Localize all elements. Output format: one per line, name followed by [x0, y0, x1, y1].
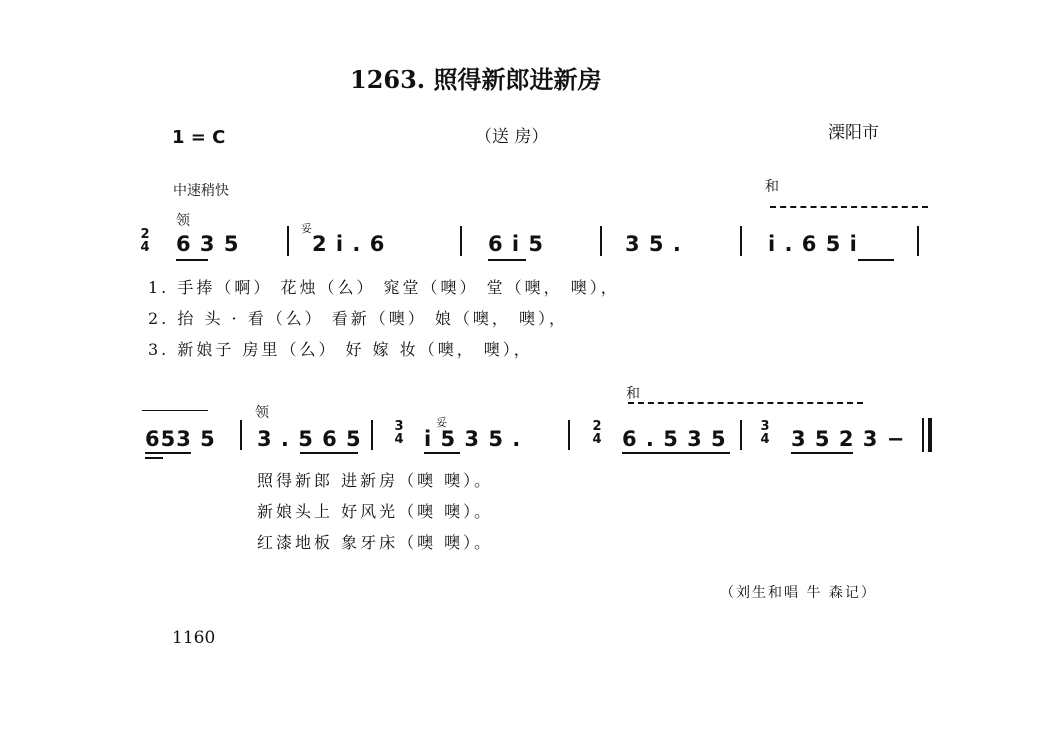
underline-beam	[176, 259, 208, 261]
underline-beam	[424, 452, 460, 454]
barline	[240, 420, 242, 450]
barline	[740, 420, 742, 450]
underline-beam	[145, 452, 191, 454]
underline-beam	[622, 452, 730, 454]
measure-5: i . 6 5 i	[768, 232, 858, 256]
lyric-line: 照得新郎 进新房（噢 噢）。	[257, 471, 494, 490]
measure-4: 3 5 .	[625, 232, 682, 256]
time-signature-3-4: 3 4	[394, 419, 404, 447]
barline	[460, 226, 462, 256]
lyric-line: 红漆地板 象牙床（噢 噢）。	[257, 533, 494, 552]
lead-mark-1: 领	[176, 213, 190, 229]
underline-beam	[791, 452, 853, 454]
underline-beam	[145, 457, 163, 459]
final-barline-thick	[928, 418, 932, 452]
chorus-mark-2: 和	[626, 386, 640, 402]
underline-beam	[858, 259, 894, 261]
measure-6: 653 5	[145, 427, 216, 451]
final-barline-thin	[922, 418, 924, 452]
lyric-line: 1. 手捧（啊） 花烛（么） 窕堂（噢） 堂（噢， 噢），	[148, 278, 620, 297]
lyric-line: 2. 抬 头 · 看（么） 看新（噢） 娘（噢， 噢），	[148, 309, 568, 328]
underline-beam	[488, 259, 526, 261]
lyric-line: 新娘头上 好风光（噢 噢）。	[257, 502, 494, 521]
measure-9: 6 . 5 3 5	[622, 427, 727, 451]
barline	[600, 226, 602, 256]
continuation-slur	[142, 410, 208, 411]
barline	[740, 226, 742, 256]
time-signature-2-4: 2 4	[140, 227, 150, 255]
barline	[568, 420, 570, 450]
chorus-mark-1: 和	[765, 179, 779, 195]
measure-1: 6 3 5	[176, 232, 240, 256]
credit-line: （刘生和唱 牛 森记）	[720, 585, 877, 601]
grace-mark: 妥	[436, 416, 447, 429]
barline	[371, 420, 373, 450]
key-signature: 1 = C	[172, 127, 226, 148]
barline	[287, 226, 289, 256]
measure-7: 3 . 5 6 5	[257, 427, 362, 451]
song-title: 1263. 照得新郎进新房	[350, 65, 602, 94]
subtitle: （送 房）	[475, 127, 549, 147]
time-signature-3-4: 3 4	[760, 419, 770, 447]
underline-beam	[300, 452, 358, 454]
barline	[917, 226, 919, 256]
lyric-line: 3. 新娘子 房里（么） 好 嫁 妆（噢， 噢），	[148, 340, 533, 359]
chorus-slur-2	[628, 402, 863, 404]
tempo-marking: 中速稍快	[173, 183, 229, 199]
chorus-slur-1	[770, 206, 928, 208]
grace-mark: 妥	[301, 222, 312, 235]
page-number: 1160	[172, 628, 216, 648]
measure-3: 6 i 5	[488, 232, 545, 256]
place-name: 溧阳市	[828, 123, 879, 143]
lead-mark-2: 领	[255, 405, 269, 421]
time-signature-2-4: 2 4	[592, 419, 602, 447]
measure-2: 2 i . 6	[312, 232, 386, 256]
measure-10: 3 5 2 3 −	[791, 427, 906, 451]
measure-8: i 5 3 5 .	[424, 427, 522, 451]
